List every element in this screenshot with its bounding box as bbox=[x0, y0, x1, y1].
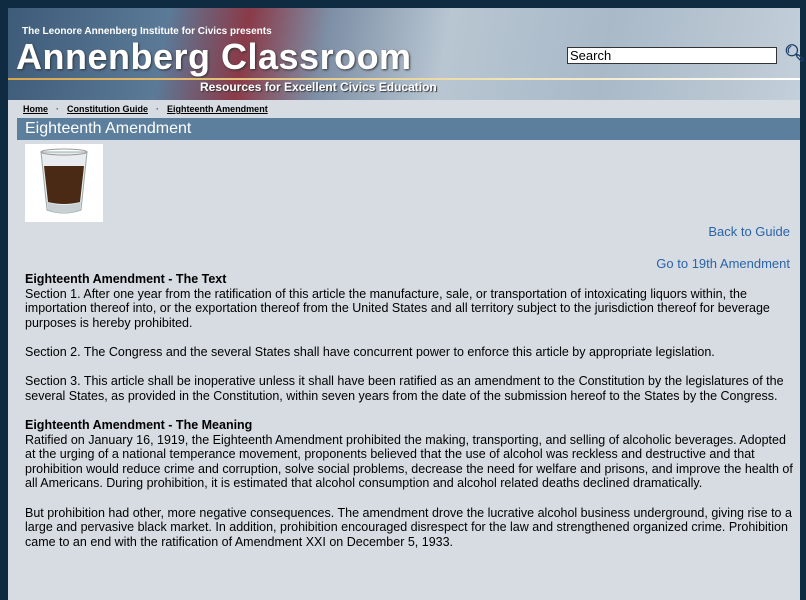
site-tagline: Resources for Excellent Civics Education bbox=[200, 80, 437, 94]
text-heading: Eighteenth Amendment - The Text bbox=[25, 272, 227, 286]
site-logo[interactable]: Annenberg Classroom bbox=[16, 36, 412, 77]
page-title: Eighteenth Amendment bbox=[17, 118, 800, 140]
article-content bbox=[25, 272, 795, 564]
breadcrumb-separator: · bbox=[56, 104, 60, 114]
meaning-heading: Eighteenth Amendment - The Meaning bbox=[25, 417, 253, 432]
meaning-paragraph: But prohibition had other, more negative consequences. The amendment drove the lucrative alcohol business underground, giving rise to a large and pervasive black market. In addition, prohibition encouraged disrespect for the law and strengthened organized crime. Prohibition came to an end with the ratification of Amendment XXI on December 5, 1933. bbox=[25, 505, 792, 549]
breadcrumb-home[interactable]: Home bbox=[23, 104, 49, 114]
back-to-guide-link[interactable]: Back to Guide bbox=[708, 224, 790, 239]
section-1: Section 1. After one year from the ratification of this article the manufacture, sale, or transportation of intoxicating liquors within, the importation thereof into, or the exportation thereof from the United States and all territory subject to the jurisdiction thereof for beverage purposes is hereby prohibited. bbox=[25, 286, 770, 330]
section-3: Section 3. This article shall be inoperative unless it shall have been ratified as an amendment to the Constitution by the legislatures of the several States, as provided in the Constitution, within seven years from the date of the submission hereof to the States by the Congress. bbox=[25, 374, 784, 403]
breadcrumb-separator: · bbox=[156, 104, 160, 114]
breadcrumb-current[interactable]: Eighteenth Amendment bbox=[167, 104, 268, 114]
meaning-paragraph: Ratified on January 16, 1919, the Eighteenth Amendment prohibited the making, transporting, and selling of alcoholic beverages. Adopted at the urging of a national temperance movement, proponents believed that the use of alcohol was reckless and destructive and that prohibition would reduce crime and corruption, solve social problems, decrease the need for welfare and prisons, and improve the health of all Americans. During prohibition, it is estimated that alcohol consumption and alcohol related deaths declined dramatically. bbox=[25, 432, 793, 491]
breadcrumb bbox=[23, 104, 268, 114]
shot-glass-image bbox=[25, 144, 103, 222]
presents-line: The Leonore Annenberg Institute for Civics presents bbox=[22, 26, 272, 37]
breadcrumb-constitution-guide[interactable]: Constitution Guide bbox=[67, 104, 149, 114]
search-input[interactable] bbox=[567, 47, 777, 64]
next-amendment-link[interactable]: Go to 19th Amendment bbox=[656, 256, 790, 271]
search-icon[interactable]: 🔍︎ bbox=[784, 44, 806, 63]
section-2: Section 2. The Congress and the several States shall have concurrent power to enforce this article by appropriate legislation. bbox=[25, 344, 715, 359]
page bbox=[8, 8, 806, 600]
site-header bbox=[8, 8, 806, 100]
